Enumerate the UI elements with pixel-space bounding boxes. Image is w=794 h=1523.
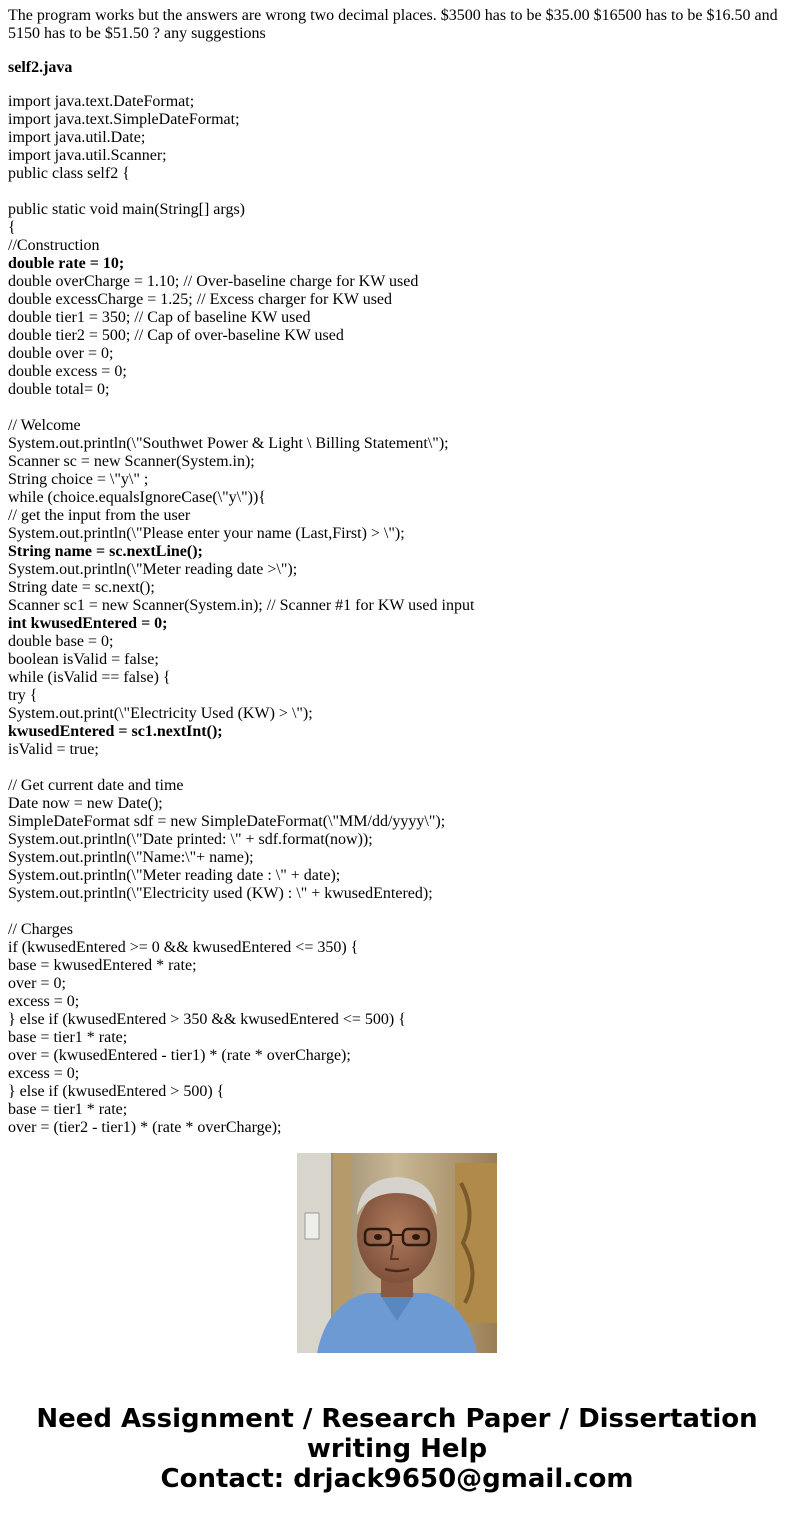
code-line: // get the input from the user [8, 507, 191, 524]
code-line: System.out.print(\"Electricity Used (KW) > \"); [8, 705, 313, 722]
code-line: isValid = true; [8, 741, 99, 758]
code-line: over = (kwusedEntered - tier1) * (rate * overCharge); [8, 1047, 351, 1064]
footer-line-1: Need Assignment / Research Paper / Dissertation [36, 1404, 758, 1434]
code-line: double base = 0; [8, 633, 114, 650]
code-line: // Welcome [8, 417, 81, 434]
author-avatar [297, 1153, 497, 1353]
file-title: self2.java [8, 59, 73, 76]
code-line [8, 759, 788, 777]
code-line: String name = sc.nextLine(); [8, 543, 203, 560]
code-line: Date now = new Date(); [8, 795, 163, 812]
code-line: double overCharge = 1.10; // Over-baseline charge for KW used [8, 273, 419, 290]
footer-line-2: writing Help [306, 1434, 488, 1464]
code-line: //Construction [8, 237, 100, 254]
code-line: System.out.println(\"Meter reading date : \" + date); [8, 867, 341, 884]
code-line: while (choice.equalsIgnoreCase(\"y\")){ [8, 489, 266, 506]
code-line: double excessCharge = 1.25; // Excess charger for KW used [8, 291, 393, 308]
code-line: base = tier1 * rate; [8, 1029, 128, 1046]
code-line: // Get current date and time [8, 777, 184, 794]
code-line: import java.util.Date; [8, 129, 146, 146]
code-line: String choice = \"y\" ; [8, 471, 149, 488]
code-line: excess = 0; [8, 993, 80, 1010]
code-line: System.out.println(\"Date printed: \" + sdf.format(now)); [8, 831, 373, 848]
code-line: double excess = 0; [8, 363, 127, 380]
code-line: kwusedEntered = sc1.nextInt(); [8, 723, 223, 740]
code-line: double total= 0; [8, 381, 110, 398]
code-line: over = 0; [8, 975, 66, 992]
code-line: import java.text.DateFormat; [8, 93, 195, 110]
code-line: int kwusedEntered = 0; [8, 615, 168, 632]
code-block [8, 93, 788, 1137]
code-line: import java.util.Scanner; [8, 147, 167, 164]
code-line: } else if (kwusedEntered > 350 && kwusedEntered <= 500) { [8, 1011, 406, 1028]
code-line [8, 903, 788, 921]
code-line: public static void main(String[] args) [8, 201, 245, 218]
code-line: public class self2 { [8, 165, 130, 182]
person-photo [297, 1153, 497, 1353]
code-line: boolean isValid = false; [8, 651, 159, 668]
code-line: over = (tier2 - tier1) * (rate * overCharge); [8, 1119, 282, 1136]
code-line: double tier2 = 500; // Cap of over-baseline KW used [8, 327, 344, 344]
code-line: while (isValid == false) { [8, 669, 171, 686]
code-line: System.out.println(\"Name:\"+ name); [8, 849, 254, 866]
code-line: String date = sc.next(); [8, 579, 155, 596]
code-line: SimpleDateFormat sdf = new SimpleDateFormat(\"MM/dd/yyyy\"); [8, 813, 446, 830]
question-text: The program works but the answers are wrong two decimal places. $3500 has to be $35.00 $16500 has to be $16.50 and 5150 has to be $51.50 ? any suggestions [8, 7, 778, 42]
code-line: System.out.println(\"Electricity used (KW) : \" + kwusedEntered); [8, 885, 433, 902]
code-line: if (kwusedEntered >= 0 && kwusedEntered <= 350) { [8, 939, 359, 956]
code-line: } else if (kwusedEntered > 500) { [8, 1083, 225, 1100]
code-line: System.out.println(\"Meter reading date >\"); [8, 561, 298, 578]
code-line: base = tier1 * rate; [8, 1101, 128, 1118]
footer-banner [0, 1404, 794, 1494]
code-line: double rate = 10; [8, 255, 125, 272]
code-line [8, 399, 788, 417]
footer-contact: Contact: drjack9650@gmail.com [160, 1464, 634, 1494]
code-line: double tier1 = 350; // Cap of baseline KW used [8, 309, 311, 326]
code-line: try { [8, 687, 38, 704]
code-line: System.out.println(\"Southwet Power & Light \ Billing Statement\"); [8, 435, 449, 452]
code-line: excess = 0; [8, 1065, 80, 1082]
code-line: import java.text.SimpleDateFormat; [8, 111, 240, 128]
question-content [8, 7, 788, 1136]
code-line: Scanner sc1 = new Scanner(System.in); // Scanner #1 for KW used input [8, 597, 475, 614]
code-line: base = kwusedEntered * rate; [8, 957, 197, 974]
code-line: Scanner sc = new Scanner(System.in); [8, 453, 255, 470]
code-line [8, 183, 788, 201]
code-line: System.out.println(\"Please enter your name (Last,First) > \"); [8, 525, 405, 542]
code-line: { [8, 219, 16, 236]
code-line: double over = 0; [8, 345, 114, 362]
code-line: // Charges [8, 921, 74, 938]
